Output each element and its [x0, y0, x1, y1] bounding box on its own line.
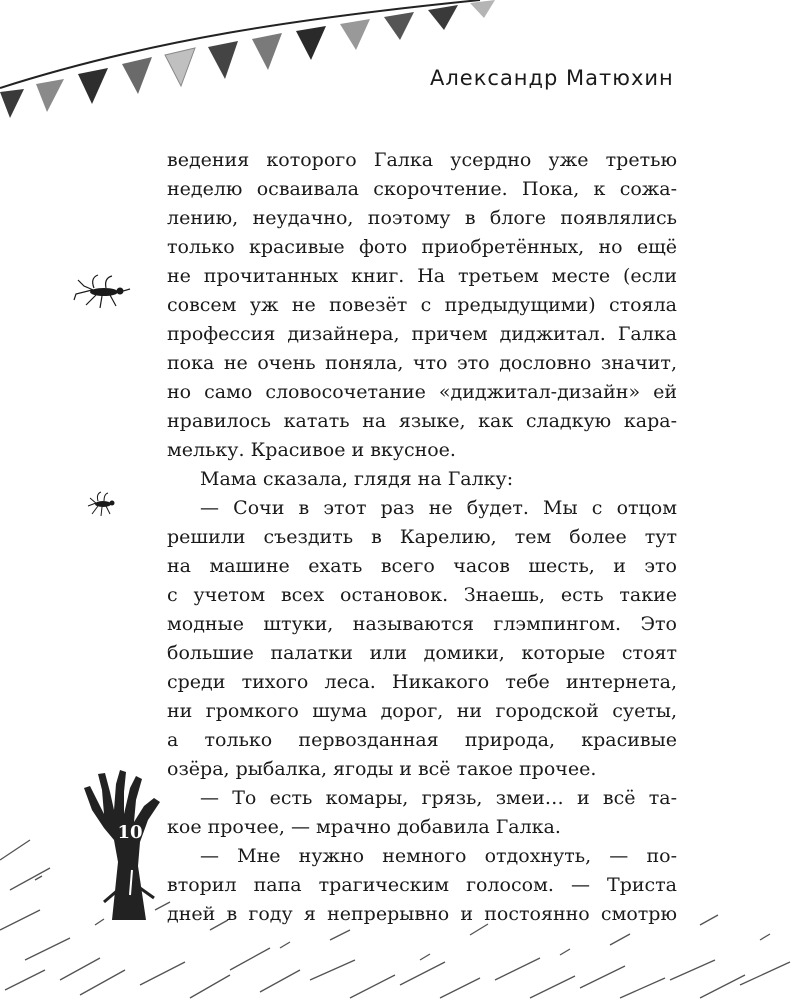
- text-line: вторил папа трагическим голосом. — Триста: [167, 874, 677, 896]
- text-line: — Сочи в этот раз не будет. Мы с отцом: [200, 497, 677, 519]
- text-line: на машине ехать всего часов шесть, и это: [167, 555, 677, 577]
- mosquito-icon: [72, 272, 132, 312]
- text-line: нравилось катать на языке, как сладкую кара-: [167, 410, 677, 432]
- page-number: 10: [117, 822, 143, 843]
- text-line: кое прочее, — мрачно добавила Галка.: [167, 816, 561, 838]
- running-head-author: Александр Матюхин: [430, 66, 674, 90]
- text-line: дней в году я непрерывно и постоянно смотрю: [167, 903, 677, 925]
- text-line: — То есть комары, грязь, змеи… и всё та-: [200, 787, 677, 809]
- text-line: — Мне нужно немного отдохнуть, — по-: [200, 845, 677, 867]
- text-line: Мама сказала, глядя на Галку:: [200, 468, 514, 490]
- text-line: модные штуки, называются глэмпингом. Это: [167, 613, 677, 635]
- text-line: а только первозданная природа, красивые: [167, 729, 677, 751]
- text-line: пока не очень поняла, что это дословно значит,: [167, 352, 677, 374]
- text-line: но само словосочетание «диджитал-дизайн» ей: [167, 381, 677, 403]
- text-line: с учетом всех остановок. Знаешь, есть такие: [167, 584, 677, 606]
- text-line: профессия дизайнера, причем диджитал. Галка: [167, 323, 677, 345]
- text-line: лению, неудачно, поэтому в блоге появлялись: [167, 207, 677, 229]
- text-line: среди тихого леса. Никакого тебе интернета,: [167, 671, 677, 693]
- text-line: решили съездить в Карелию, тем более тут: [167, 526, 677, 548]
- bunting-flags: [0, 0, 495, 118]
- text-line: озёра, рыбалка, ягоды и всё такое прочее.: [167, 758, 597, 780]
- mosquito-icon: [86, 490, 120, 518]
- text-line: ни громкого шума дорог, ни городской суеты,: [167, 700, 677, 722]
- text-line: только красивые фото приобретённых, но ещё: [167, 236, 677, 258]
- text-line: не прочитанных книг. На третьем месте (если: [167, 265, 677, 287]
- text-line: ведения которого Галка усердно уже третью: [167, 149, 677, 171]
- text-line: мельку. Красивое и вкусное.: [167, 439, 456, 461]
- text-line: неделю осваивала скорочтение. Пока, к сожа-: [167, 178, 677, 200]
- text-line: большие палатки или домики, которые стоят: [167, 642, 677, 664]
- text-line: совсем уж не повезёт с предыдущими) стояла: [167, 294, 677, 316]
